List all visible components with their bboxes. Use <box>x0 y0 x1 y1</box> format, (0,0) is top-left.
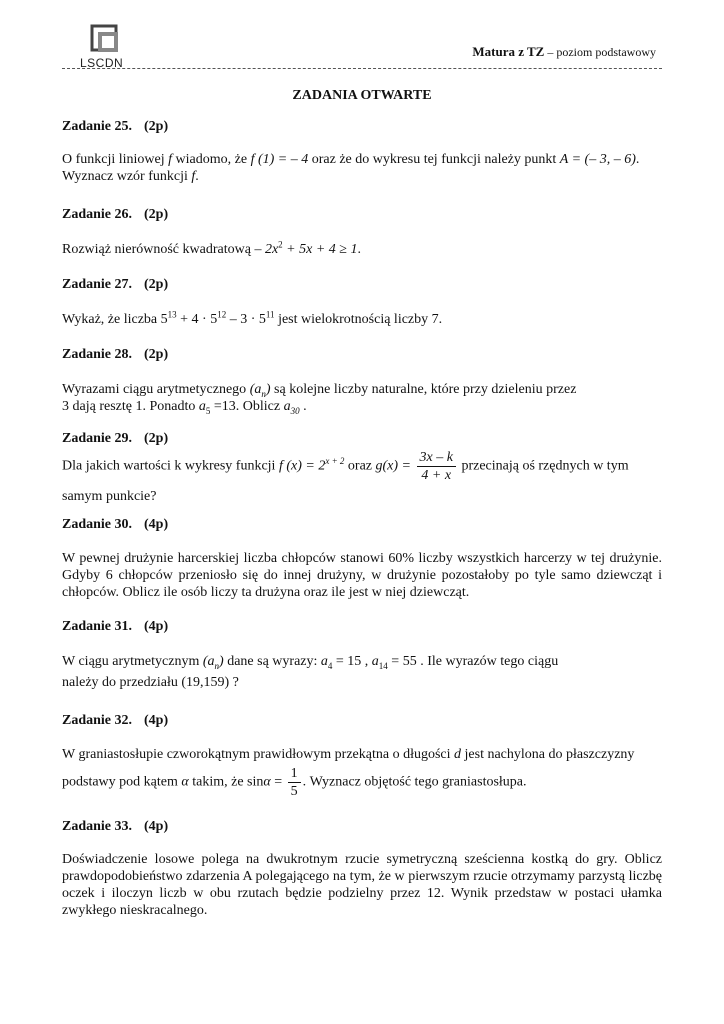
task-text-line2: samym punkcie? <box>62 489 157 504</box>
header-divider <box>62 68 662 69</box>
task-text-line2: podstawy pod kątem α takim, że sinα = $\frac{1}{5}$ . Wyznacz objętość tego graniastosłupa. <box>62 766 527 799</box>
task-heading: Zadanie 30. (4p) <box>62 517 169 532</box>
task-text: W pewnej drużynie harcerskiej liczba chłopców stanowi 60% liczby wszystkich harcerzy w tej drużynie. Gdyby 6 chłopców przeniosło się do innej drużyny, w drużynie pozostałoby po tyle samo dziewcząt i chłopców. Oblicz ile osób liczy ta drużyna oraz ile jest w niej dziewcząt. <box>62 551 662 600</box>
task-text: Dla jakich wartości k wykresy funkcji f $(x) = 2^{x + 2}$ oraz g(x) = $\frac{3x - k}{4 + x}$ przecinają oś rzędnych w tym <box>62 450 629 483</box>
lscdn-logo-icon <box>88 24 122 56</box>
task-text-line2: należy do przedziału (19,159) ? <box>62 675 239 690</box>
task-text: Wykaż, że liczba $5^{13} + 4 \cdot 5^{12} - 3 \cdot 5^{11}$ jest wielokrotnością liczby 7. <box>62 309 443 327</box>
task-heading: Zadanie 27. (2p) <box>62 277 169 292</box>
task-text: W graniastosłupie czworokątnym prawidłowym przekątna o długości d jest nachylona do płaszczyzny <box>62 747 635 762</box>
task-text: Doświadczenie losowe polega na dwukrotnym rzucie symetryczną sześcienna kostką do gry. Oblicz prawdopodobieństwo zdarzenia A polegającego na tym, że w pierwszym rzucie otrzymamy parzystą liczbę oczek i iloczyn liczb w obu rzutach będzie podzielny przez 12. Wynik przedstaw w postaci ułamka zwykłego nieskracalnego. <box>62 852 662 918</box>
task-heading: Zadanie 25. (2p) <box>62 119 169 134</box>
sin-fraction: $\frac{1}{5}$ <box>288 765 301 800</box>
task-heading: Zadanie 32. (4p) <box>62 713 169 728</box>
task-text: W ciągu arytmetycznym $(a_n)$ dane są wyrazy: $a_4 = 15$ , $a_{14} = 55$ . Ile wyrazów tego ciągu <box>62 654 559 671</box>
section-title: ZADANIA OTWARTE <box>292 88 432 103</box>
task-27 <box>62 276 662 328</box>
task-heading: Zadanie 28. (2p) <box>62 347 169 362</box>
header-title: Matura z TZ – poziom podstawowy <box>472 44 656 59</box>
g-fraction: $\frac{3x - k}{4 + x}$ <box>417 449 456 484</box>
task-text-line2: 3 dają resztę 1. Ponadto $a_5 =13$. Oblicz $a_{30}$ . <box>62 399 307 416</box>
task-heading: Zadanie 26. (2p) <box>62 207 169 222</box>
task-31 <box>62 618 662 691</box>
task-32 <box>62 712 662 800</box>
task-29 <box>62 430 662 505</box>
task-text: Wyrazami ciągu arytmetycznego $(a_n)$ są kolejne liczby naturalne, które przy dzieleniu przez <box>62 382 577 399</box>
task-26 <box>62 206 662 258</box>
task-text-line2: Wyznacz wzór funkcji f. <box>62 169 199 184</box>
task-text: Rozwiąż nierówność kwadratową – $2x^2 + 5x + 4 \ge 1$. <box>62 239 361 257</box>
task-heading: Zadanie 29. (2p) <box>62 431 169 446</box>
task-text: O funkcji liniowej f wiadomo, że f (1) = – 4 oraz że do wykresu tej funkcji należy punkt A = (– 3, – 6). <box>62 152 640 167</box>
task-heading: Zadanie 33. (4p) <box>62 819 169 834</box>
task-33 <box>62 818 662 919</box>
logo-text: LSCDN <box>80 56 124 70</box>
task-25 <box>62 118 662 185</box>
page-header <box>62 22 662 72</box>
task-heading: Zadanie 31. (4p) <box>62 619 169 634</box>
task-28 <box>62 346 662 415</box>
task-30 <box>62 516 662 601</box>
